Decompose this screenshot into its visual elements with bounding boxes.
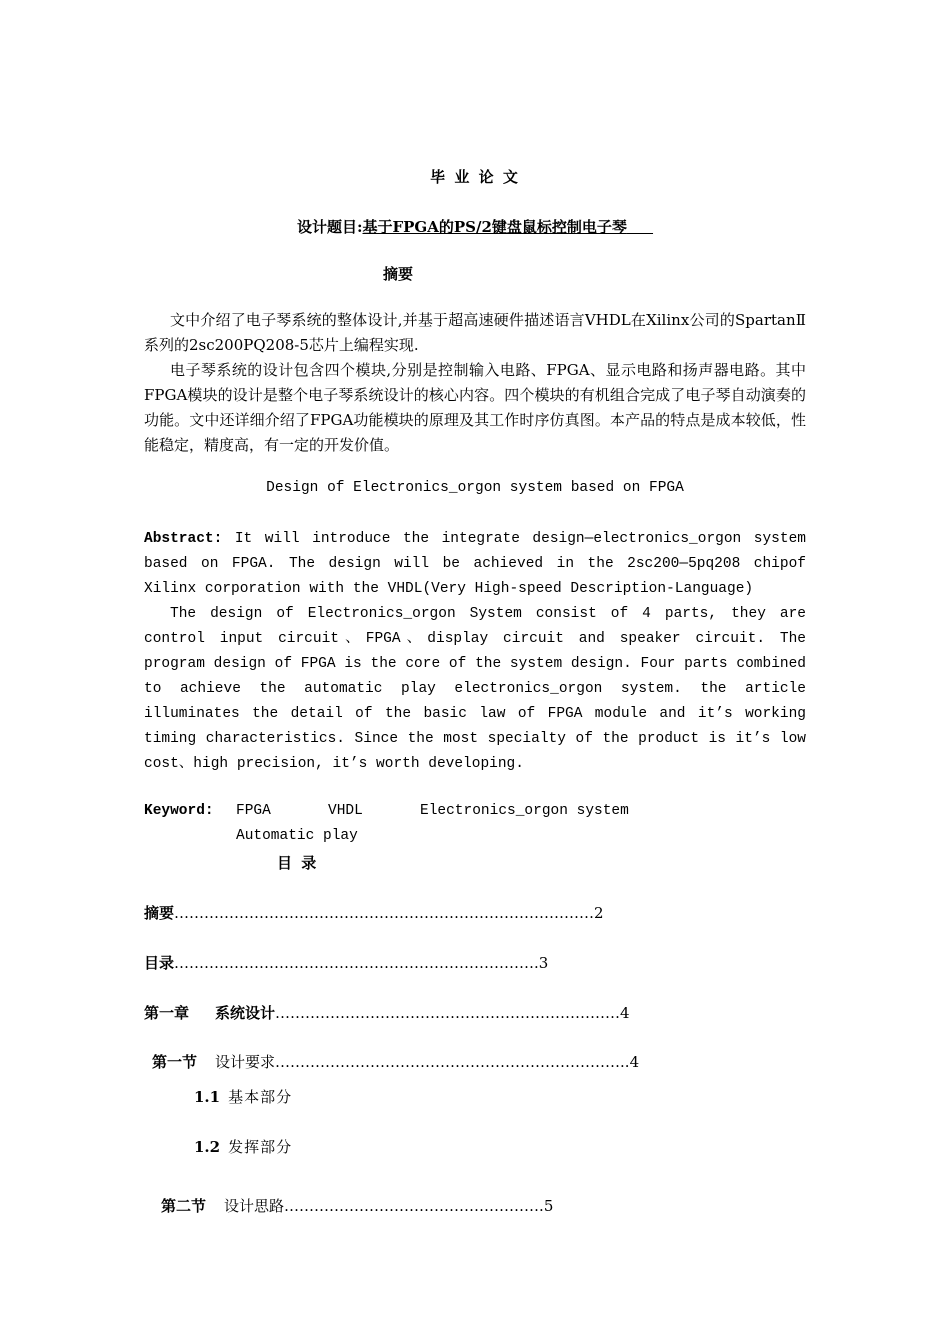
- abstract-en-para1-text: It will introduce the integrate design—electronics_orgon system based on FPGA. The design will be achieved in the 2sc200—5pq208 chipof Xilinx corporation with the VHDL(Very High-speed Description-Language): [144, 531, 806, 597]
- abstract-en-title: Design of Electronics_orgon system based on FPGA: [266, 480, 684, 496]
- keyword-item: Electronics_orgon system: [420, 803, 629, 819]
- keyword-item: FPGA: [236, 803, 271, 819]
- keyword-item: Automatic play: [236, 828, 358, 844]
- keyword-label: Keyword:: [144, 803, 214, 819]
- toc-entry[interactable]: 第一节 设计要求……………………………………………………………..4: [152, 1053, 640, 1071]
- abstract-en-label: Abstract:: [144, 531, 223, 547]
- abstract-en-para1: [144, 527, 806, 602]
- design-title-label: 设计题目:: [296, 218, 363, 236]
- abstract-en-para2: The design of Electronics_orgon System consist of 4 parts, they are control input circuit、FPGA、display circuit and speaker circuit. The program design of FPGA is the core of the system design. Four parts combined to achieve the automatic play electronics_orgon system. the article illuminates the detail of the basic law of FPGA module and it’s working timing characteristics. Since the most specialty of the product is it’s low cost、high precision, it’s worth developing.: [144, 606, 806, 772]
- toc-entry[interactable]: 第一章 系统设计……………………………………………………………4: [144, 1004, 630, 1022]
- toc-entry[interactable]: 目录……………………………………………………………….3: [144, 954, 549, 972]
- toc-entry[interactable]: 1.1 基本部分: [194, 1088, 293, 1106]
- toc-entry[interactable]: 1.2 发挥部分: [194, 1138, 293, 1156]
- toc-entry[interactable]: 第二节 设计思路…………………………………………….5: [161, 1197, 554, 1215]
- abstract-cn-para1: 文中介绍了电子琴系统的整体设计,并基于超高速硬件描述语言VHDL在Xilinx公司的SpartanⅡ系列的2sc200PQ208-5芯片上编程实现.: [144, 311, 806, 354]
- abstract-cn-heading: 摘要: [383, 265, 414, 283]
- toc-entry[interactable]: 摘要…………………………………………………………………………2: [144, 904, 604, 922]
- thesis-heading: 毕 业 论 文: [430, 168, 520, 186]
- design-title: [0, 216, 950, 237]
- design-title-value: 基于FPGA的PS/2键盘鼠标控制电子琴: [362, 218, 627, 236]
- abstract-cn-para2: 电子琴系统的设计包含四个模块,分别是控制输入电路、FPGA、显示电路和扬声器电路。其中FPGA模块的设计是整个电子琴系统设计的核心内容。四个模块的有机组合完成了电子琴自动演奏的功能。文中还详细介绍了FPGA功能模块的原理及其工作时序仿真图。本产品的特点是成本较低，性能稳定，精度高，有一定的开发价值。: [144, 361, 806, 454]
- toc-heading: 目 录: [277, 854, 319, 872]
- keyword-item: VHDL: [328, 803, 363, 819]
